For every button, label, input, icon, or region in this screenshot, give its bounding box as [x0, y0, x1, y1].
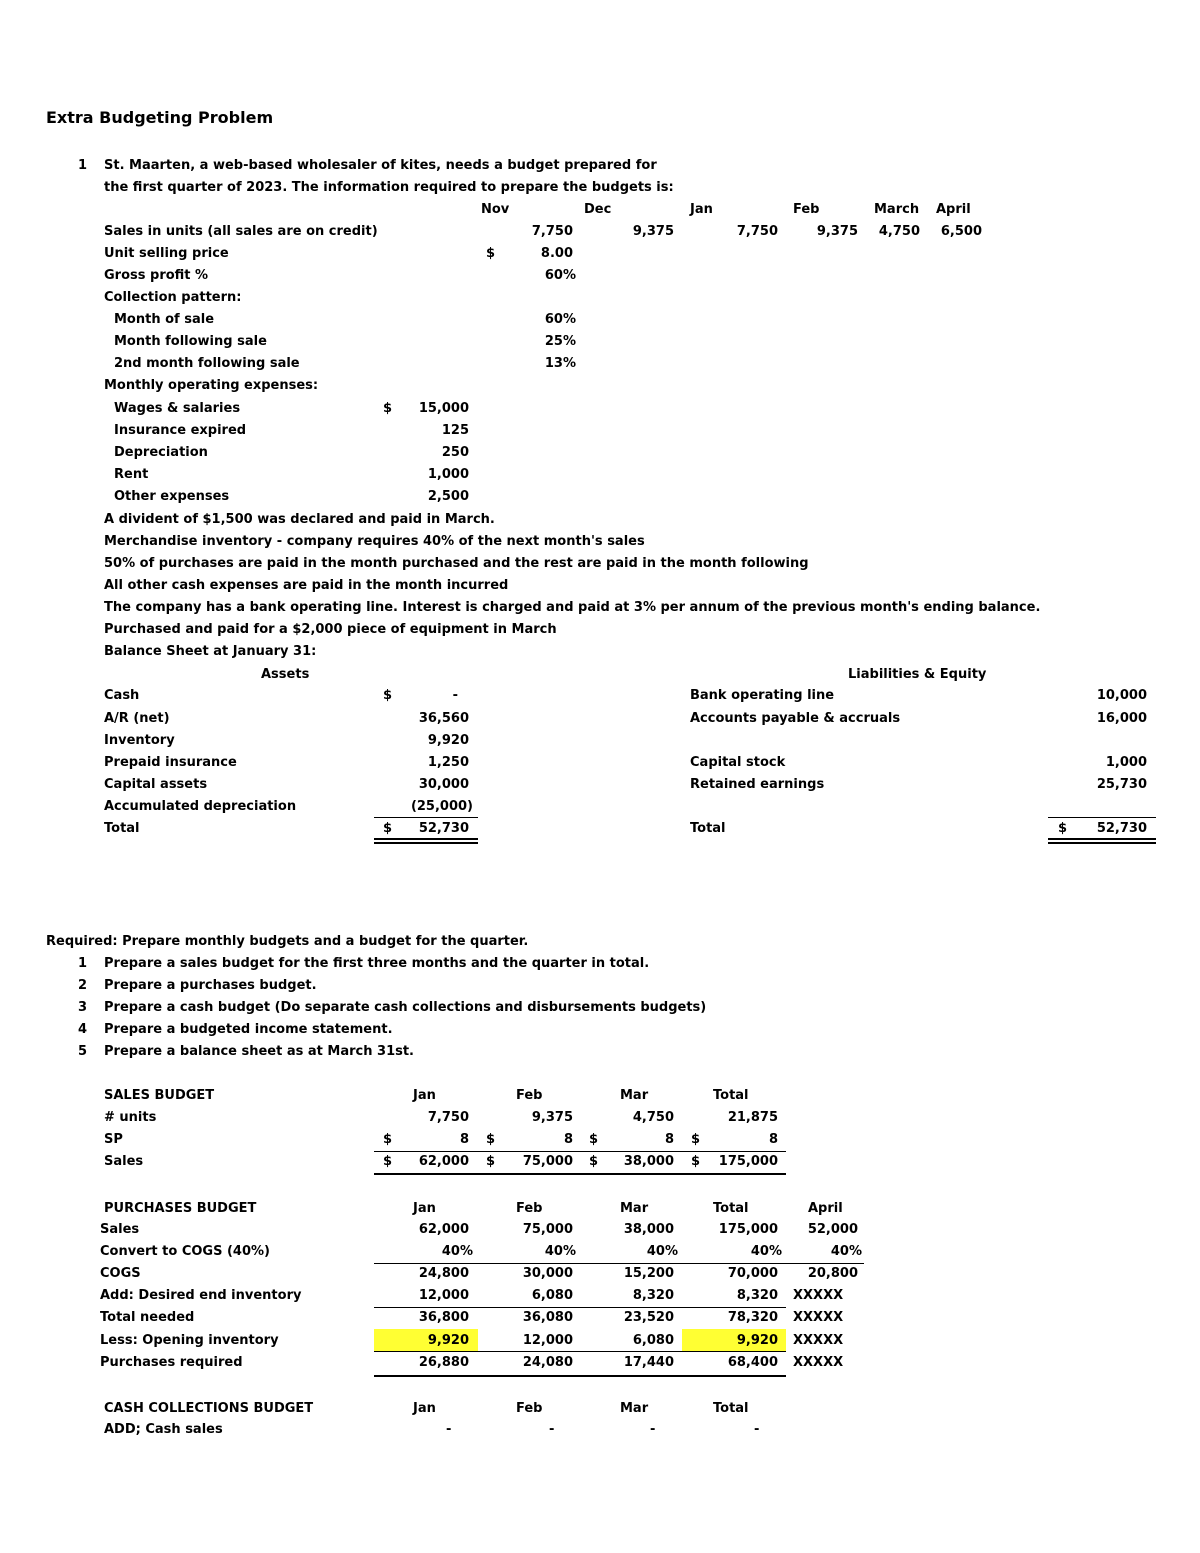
double-underline	[374, 842, 478, 844]
col-header-feb: Feb	[516, 1088, 543, 1103]
purchases-cell: XXXXX	[793, 1288, 844, 1303]
purchases-cell: 12,000	[418, 1288, 469, 1303]
note: Purchased and paid for a $2,000 piece of equipment in March	[104, 622, 557, 637]
asset-currency: $	[383, 688, 393, 703]
col-header-total: Total	[713, 1088, 749, 1103]
collections-cell: -	[549, 1422, 555, 1437]
opex-item-value: 125	[441, 423, 469, 438]
month-header-nov: Nov	[481, 202, 510, 217]
required-item: Prepare a budgeted income statement.	[104, 1022, 393, 1037]
asset-value: 9,920	[427, 733, 469, 748]
required-num: 5	[78, 1044, 88, 1059]
asset-value: 36,560	[418, 711, 469, 726]
unit-price-value: 8.00	[540, 246, 573, 261]
col-header-jan: Jan	[413, 1201, 436, 1216]
sales-cell: 4,750	[632, 1110, 674, 1125]
currency: $	[589, 1132, 599, 1147]
sales-cell: 38,000	[623, 1154, 674, 1169]
asset-label: Prepaid insurance	[104, 755, 237, 770]
balance-sheet-heading: Balance Sheet at January 31:	[104, 644, 317, 659]
purchases-row-label: Total needed	[100, 1310, 195, 1325]
col-header-jan: Jan	[413, 1401, 436, 1416]
month-header-jan: Jan	[690, 202, 713, 217]
note: Merchandise inventory - company requires 40% of the next month's sales	[104, 534, 645, 549]
purchases-row-label: Less: Opening inventory	[100, 1333, 279, 1348]
divider	[374, 1351, 786, 1352]
divider	[374, 1307, 786, 1308]
assets-total-currency: $	[383, 821, 393, 836]
liab-total-value: 52,730	[1096, 821, 1147, 836]
opex-label: Monthly operating expenses:	[104, 378, 319, 393]
opex-item-value: 2,500	[427, 489, 469, 504]
opex-item-value: 15,000	[418, 401, 469, 416]
collection-item-value: 25%	[544, 334, 576, 349]
month-header-april: April	[936, 202, 971, 217]
unit-price-currency: $	[486, 246, 496, 261]
required-item: Prepare a cash budget (Do separate cash collections and disbursements budgets)	[104, 1000, 707, 1015]
purchases-budget-title: PURCHASES BUDGET	[104, 1201, 257, 1216]
sales-units-march: 4,750	[878, 224, 920, 239]
required-num: 2	[78, 978, 88, 993]
opex-currency: $	[383, 401, 393, 416]
asset-label: Accumulated depreciation	[104, 799, 297, 814]
purchases-cell: XXXXX	[793, 1310, 844, 1325]
liab-total-label: Total	[690, 821, 726, 836]
purchases-cell: 36,800	[418, 1310, 469, 1325]
purchases-cell: 8,320	[632, 1288, 674, 1303]
required-item: Prepare a balance sheet as at March 31st.	[104, 1044, 415, 1059]
liabilities-header: Liabilities & Equity	[848, 667, 987, 682]
purchases-cell: 62,000	[418, 1222, 469, 1237]
purchases-row-label: Add: Desired end inventory	[100, 1288, 302, 1303]
sales-units-jan: 7,750	[736, 224, 778, 239]
currency: $	[486, 1154, 496, 1169]
purchases-cell: 40%	[830, 1244, 862, 1259]
currency: $	[383, 1132, 393, 1147]
double-underline	[374, 838, 478, 840]
col-header-mar: Mar	[620, 1088, 649, 1103]
sales-cell: 8	[459, 1132, 469, 1147]
intro-line-1: St. Maarten, a web-based wholesaler of kites, needs a budget prepared for	[104, 158, 657, 173]
asset-value: 1,250	[427, 755, 469, 770]
currency: $	[691, 1154, 701, 1169]
liability-label: Accounts payable & accruals	[690, 711, 901, 726]
required-heading: Required: Prepare monthly budgets and a budget for the quarter.	[46, 934, 529, 949]
col-header-mar: Mar	[620, 1401, 649, 1416]
purchases-row-label: Purchases required	[100, 1355, 243, 1370]
collection-item-label: Month following sale	[114, 334, 267, 349]
unit-price-label: Unit selling price	[104, 246, 229, 261]
divider	[374, 1263, 864, 1264]
asset-value: 30,000	[418, 777, 469, 792]
note: A divident of $1,500 was declared and paid in March.	[104, 512, 495, 527]
underline	[374, 1375, 786, 1377]
purchases-cell: 40%	[544, 1244, 576, 1259]
asset-value: -	[452, 688, 458, 703]
equity-value: 1,000	[1105, 755, 1147, 770]
sales-cell: 175,000	[718, 1154, 778, 1169]
sales-units-feb: 9,375	[816, 224, 858, 239]
sales-cell: 75,000	[522, 1154, 573, 1169]
purchases-cell: 78,320	[727, 1310, 778, 1325]
opex-item-value: 1,000	[427, 467, 469, 482]
purchases-cell: 36,080	[522, 1310, 573, 1325]
sales-cell: 8	[768, 1132, 778, 1147]
purchases-cell: 15,200	[623, 1266, 674, 1281]
collections-cell: -	[446, 1422, 452, 1437]
double-underline	[1048, 838, 1156, 840]
purchases-cell: 30,000	[522, 1266, 573, 1281]
gross-profit-label: Gross profit %	[104, 268, 209, 283]
sales-cell: 9,375	[531, 1110, 573, 1125]
liability-value: 16,000	[1096, 711, 1147, 726]
collections-cell: -	[650, 1422, 656, 1437]
equity-label: Capital stock	[690, 755, 786, 770]
opex-item-label: Rent	[114, 467, 149, 482]
purchases-cell: 70,000	[727, 1266, 778, 1281]
purchases-cell: 52,000	[807, 1222, 858, 1237]
required-num: 4	[78, 1022, 88, 1037]
opex-item-label: Other expenses	[114, 489, 230, 504]
purchases-cell: 175,000	[718, 1222, 778, 1237]
sales-cell: 8	[563, 1132, 573, 1147]
asset-label: Inventory	[104, 733, 175, 748]
collection-label: Collection pattern:	[104, 290, 242, 305]
divider	[1048, 817, 1156, 818]
sales-cell: 62,000	[418, 1154, 469, 1169]
sales-units-label: Sales in units (all sales are on credit)	[104, 224, 378, 239]
asset-value: (25,000)	[410, 799, 473, 814]
sales-row-label: # units	[104, 1110, 157, 1125]
liability-value: 10,000	[1096, 688, 1147, 703]
col-header-jan: Jan	[413, 1088, 436, 1103]
col-header-mar: Mar	[620, 1201, 649, 1216]
sales-units-dec: 9,375	[632, 224, 674, 239]
purchases-cell: 40%	[750, 1244, 782, 1259]
opex-item-label: Insurance expired	[114, 423, 247, 438]
purchases-cell: 20,800	[807, 1266, 858, 1281]
purchases-cell: 24,800	[418, 1266, 469, 1281]
liab-total-currency: $	[1058, 821, 1068, 836]
purchases-cell: 6,080	[531, 1288, 573, 1303]
currency: $	[691, 1132, 701, 1147]
asset-label: A/R (net)	[104, 711, 170, 726]
sales-cell: 21,875	[727, 1110, 778, 1125]
required-item: Prepare a purchases budget.	[104, 978, 317, 993]
collection-item-value: 13%	[544, 356, 576, 371]
sales-units-april: 6,500	[940, 224, 982, 239]
purchases-cell: 40%	[441, 1244, 473, 1259]
sales-cell: 8	[664, 1132, 674, 1147]
purchases-cell: 24,080	[522, 1355, 573, 1370]
collection-item-label: Month of sale	[114, 312, 215, 327]
required-num: 1	[78, 956, 88, 971]
currency: $	[589, 1154, 599, 1169]
purchases-cell: 68,400	[727, 1355, 778, 1370]
purchases-cell: 40%	[646, 1244, 678, 1259]
required-num: 3	[78, 1000, 88, 1015]
collections-budget-title: CASH COLLECTIONS BUDGET	[104, 1401, 314, 1416]
purchases-cell: 17,440	[623, 1355, 674, 1370]
purchases-cell: 12,000	[522, 1333, 573, 1348]
month-header-feb: Feb	[793, 202, 820, 217]
liability-label: Bank operating line	[690, 688, 835, 703]
divider	[374, 1151, 786, 1152]
assets-header: Assets	[261, 667, 310, 682]
underline	[374, 1173, 786, 1175]
collection-item-label: 2nd month following sale	[114, 356, 300, 371]
problem-number: 1	[78, 158, 88, 173]
opex-item-label: Depreciation	[114, 445, 208, 460]
currency: $	[383, 1154, 393, 1169]
sales-row-label: Sales	[104, 1154, 144, 1169]
note: 50% of purchases are paid in the month purchased and the rest are paid in the month following	[104, 556, 809, 571]
sales-row-label: SP	[104, 1132, 123, 1147]
asset-label: Cash	[104, 688, 140, 703]
collections-cell: -	[754, 1422, 760, 1437]
purchases-cell-highlighted: 9,920	[736, 1333, 778, 1348]
col-header-feb: Feb	[516, 1201, 543, 1216]
col-header-total: Total	[713, 1401, 749, 1416]
sales-cell: 7,750	[427, 1110, 469, 1125]
purchases-cell: XXXXX	[793, 1355, 844, 1370]
col-header-total: Total	[713, 1201, 749, 1216]
purchases-cell: 6,080	[632, 1333, 674, 1348]
gross-profit-value: 60%	[544, 268, 576, 283]
purchases-cell: XXXXX	[793, 1333, 844, 1348]
opex-item-value: 250	[441, 445, 469, 460]
divider	[374, 817, 478, 818]
sales-budget-title: SALES BUDGET	[104, 1088, 215, 1103]
asset-label: Capital assets	[104, 777, 208, 792]
col-header-april: April	[808, 1201, 843, 1216]
required-item: Prepare a sales budget for the first three months and the quarter in total.	[104, 956, 650, 971]
currency: $	[486, 1132, 496, 1147]
purchases-row-label: COGS	[100, 1266, 141, 1281]
purchases-cell: 38,000	[623, 1222, 674, 1237]
equity-label: Retained earnings	[690, 777, 825, 792]
purchases-row-label: Sales	[100, 1222, 140, 1237]
note: The company has a bank operating line. Interest is charged and paid at 3% per annum of the previous month's ending balance.	[104, 600, 1041, 615]
month-header-dec: Dec	[584, 202, 612, 217]
sales-units-nov: 7,750	[531, 224, 573, 239]
collections-row-label: ADD; Cash sales	[104, 1422, 223, 1437]
purchases-cell-highlighted: 9,920	[427, 1333, 469, 1348]
month-header-march: March	[874, 202, 920, 217]
intro-line-2: the first quarter of 2023. The information required to prepare the budgets is:	[104, 180, 674, 195]
purchases-cell: 75,000	[522, 1222, 573, 1237]
page-title: Extra Budgeting Problem	[46, 108, 274, 127]
col-header-feb: Feb	[516, 1401, 543, 1416]
purchases-cell: 8,320	[736, 1288, 778, 1303]
purchases-cell: 23,520	[623, 1310, 674, 1325]
equity-value: 25,730	[1096, 777, 1147, 792]
assets-total-value: 52,730	[418, 821, 469, 836]
note: All other cash expenses are paid in the month incurred	[104, 578, 509, 593]
double-underline	[1048, 842, 1156, 844]
purchases-cell: 26,880	[418, 1355, 469, 1370]
opex-item-label: Wages & salaries	[114, 401, 241, 416]
purchases-row-label: Convert to COGS (40%)	[100, 1244, 270, 1259]
collection-item-value: 60%	[544, 312, 576, 327]
assets-total-label: Total	[104, 821, 140, 836]
